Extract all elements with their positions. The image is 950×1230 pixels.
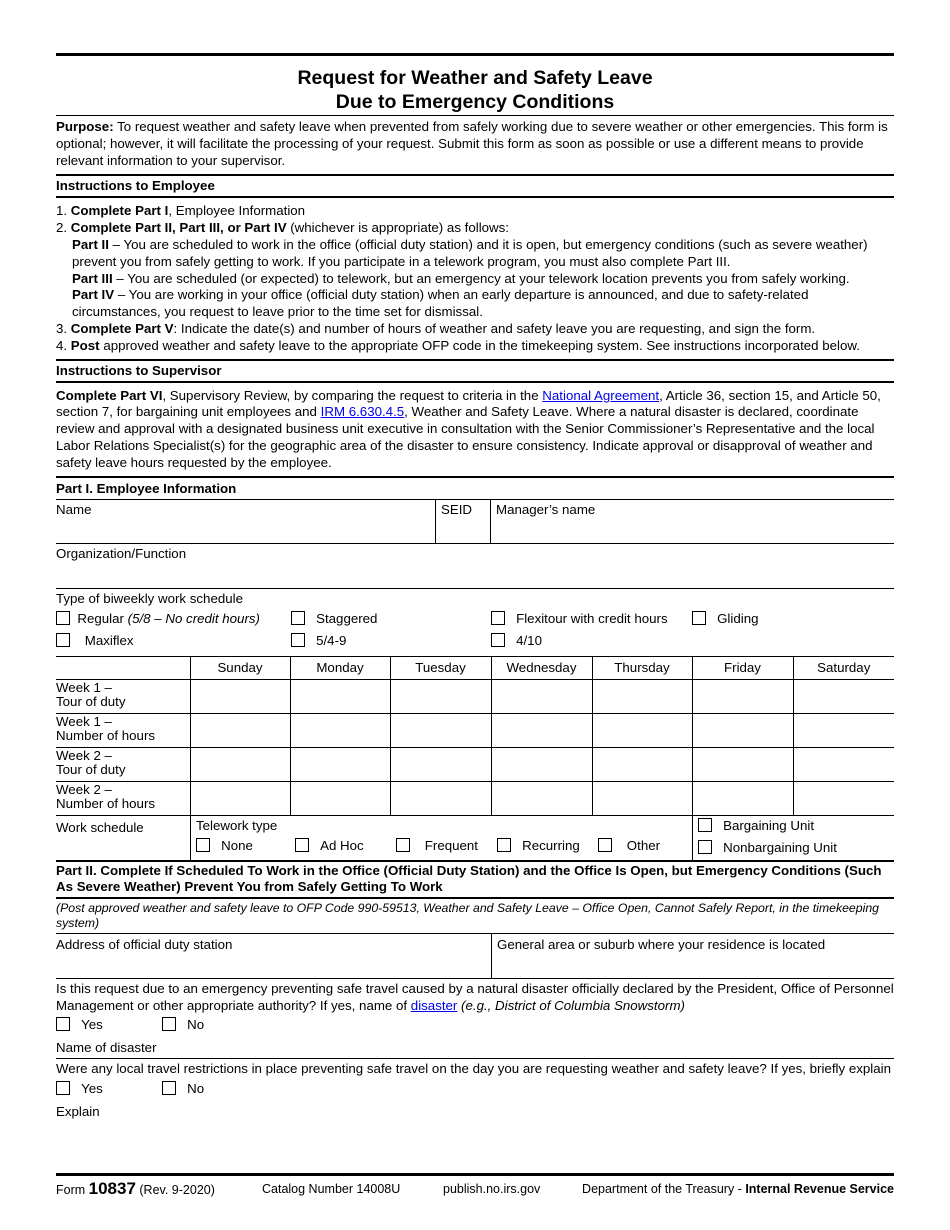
- item-4-text: approved weather and safety leave to the appropriate OFP code in the timekeeping system. See instructions incorporated below.: [99, 337, 860, 353]
- item-number: 4.: [56, 337, 71, 353]
- gliding-label: Gliding: [717, 610, 759, 626]
- travel-yes-checkbox[interactable]: [56, 1081, 70, 1095]
- part-2-bold: Part II: [72, 236, 109, 252]
- four-ten-option[interactable]: [491, 633, 542, 648]
- table-cell[interactable]: [592, 781, 692, 815]
- part-4-text: – You are working in your office (official duty station) when an early departure is announced, and due to safety-related circumstances, you request to leave prior to the time set for dismissal.: [72, 287, 809, 320]
- form-footer: [56, 1173, 894, 1202]
- part-2-text: – You are scheduled to work in the office (official duty station) and it is open, but emergency conditions (such as severe weather) prevent you from safely getting to work. If you participate in a telework program, you must also complete Part III.: [72, 236, 868, 269]
- maxiflex-option[interactable]: [56, 633, 134, 648]
- flexitour-label: Flexitour with credit hours: [516, 610, 668, 626]
- organization-label: Organization/Function: [56, 545, 187, 561]
- schedule-type-section: [56, 589, 894, 656]
- day-header: Tuesday: [390, 656, 491, 679]
- part-3-text: – You are scheduled (or expected) to telework, but an emergency at your telework location prevents you from safely working.: [112, 270, 850, 286]
- part-3-description: [56, 271, 894, 288]
- table-cell[interactable]: [491, 679, 592, 713]
- table-cell[interactable]: [290, 781, 390, 815]
- disaster-no-checkbox[interactable]: [162, 1017, 176, 1031]
- address-field[interactable]: [56, 934, 492, 978]
- nonbargaining-unit-checkbox[interactable]: [698, 840, 712, 854]
- four-ten-checkbox[interactable]: [491, 633, 505, 647]
- nonbargaining-unit-option[interactable]: [698, 840, 837, 855]
- travel-no-option[interactable]: [162, 1081, 204, 1096]
- part-4-bold: Part IV: [72, 287, 115, 303]
- table-cell[interactable]: [491, 713, 592, 747]
- seid-label: SEID: [441, 501, 473, 517]
- regular-label: Regular: [77, 610, 128, 626]
- schedule-table: [56, 656, 894, 816]
- five-four-nine-option[interactable]: [291, 633, 346, 648]
- catalog-number: Catalog Number 14008U: [262, 1182, 401, 1196]
- table-row: [56, 781, 894, 815]
- gliding-option[interactable]: [692, 611, 758, 626]
- yes-label: Yes: [81, 1081, 103, 1097]
- purpose-label: Purpose:: [56, 119, 114, 134]
- part-2-heading: Part II. Complete If Scheduled To Work in the Office (Official Duty Station) and the Office Is Open, but Emergency Conditions (Such As Severe Weather) Prevent You from Safely Getting To Work: [56, 862, 882, 895]
- table-cell[interactable]: [290, 747, 390, 781]
- telework-frequent-option[interactable]: [396, 838, 478, 853]
- regular-option[interactable]: [56, 611, 260, 626]
- department: [582, 1182, 894, 1196]
- form-id: [56, 1179, 215, 1199]
- staggered-option[interactable]: [291, 611, 377, 626]
- item-number: 1.: [56, 203, 71, 219]
- regular-note: (5/8 – No credit hours): [127, 610, 260, 626]
- disaster-yes-checkbox[interactable]: [56, 1017, 70, 1031]
- telework-other-option[interactable]: [598, 838, 660, 853]
- no-label: No: [187, 1081, 205, 1097]
- explain-field[interactable]: [56, 1100, 894, 1124]
- flexitour-option[interactable]: [491, 611, 668, 626]
- purpose-text: To request weather and safety leave when prevented from safely working due to severe weather or other emergencies. This form is optional; however, it will facilitate the processing of your request. Submit this form as soon as possible or use a different means to provide relevant information to your supervisor.: [56, 119, 888, 168]
- department-text: Department of the Treasury -: [582, 1182, 746, 1196]
- item-3-bold: Complete Part V: [70, 320, 174, 336]
- disaster-no-option[interactable]: [162, 1017, 204, 1032]
- part-1-heading: Part I. Employee Information: [56, 480, 237, 496]
- disaster-question-text: Is this request due to an emergency preventing safe travel caused by a natural disaster officially declared by the President, Office of Personnel Management or other appropriate authority? If yes, name of: [56, 980, 894, 1013]
- name-field[interactable]: [56, 500, 436, 543]
- table-cell[interactable]: [390, 781, 491, 815]
- supervisor-bold: Complete Part VI: [56, 387, 163, 403]
- residence-field[interactable]: [492, 934, 894, 978]
- supervisor-text-2: , Article 36, section 15, and Article 50, section 7, for bargaining unit employees and: [56, 387, 881, 420]
- title-line-2: Due to Emergency Conditions: [335, 91, 615, 113]
- address-label: Address of official duty station: [56, 936, 233, 952]
- table-cell[interactable]: [190, 679, 290, 713]
- disaster-link[interactable]: disaster: [410, 997, 458, 1013]
- seid-field[interactable]: [436, 500, 491, 543]
- table-cell[interactable]: [190, 781, 290, 815]
- table-cell[interactable]: [692, 713, 793, 747]
- form-number: 10837: [88, 1179, 136, 1198]
- telework-other-label: Other: [626, 837, 661, 853]
- telework-none-checkbox[interactable]: [196, 838, 210, 852]
- item-4-bold: Post: [70, 337, 100, 353]
- table-cell[interactable]: [793, 781, 894, 815]
- telework-none-option[interactable]: [196, 838, 253, 853]
- table-cell[interactable]: [390, 679, 491, 713]
- table-cell[interactable]: [793, 679, 894, 713]
- day-header: Thursday: [592, 656, 692, 679]
- employee-instructions: [56, 198, 894, 358]
- supervisor-text-1: , Supervisory Review, by comparing the request to criteria in the: [162, 387, 543, 403]
- telework-none-label: None: [221, 837, 253, 853]
- item-number: 3.: [56, 320, 71, 336]
- supervisor-instructions-heading: Instructions to Supervisor: [56, 362, 222, 378]
- disaster-name-label: Name of disaster: [56, 1040, 157, 1056]
- item-2-text: (whichever is appropriate) as follows:: [286, 220, 510, 236]
- item-number: 2.: [56, 220, 71, 236]
- bargaining-unit-option[interactable]: [698, 818, 814, 833]
- row-label: Week 1 – Number of hours: [56, 713, 190, 747]
- item-1-text: , Employee Information: [168, 203, 306, 219]
- table-cell[interactable]: [793, 713, 894, 747]
- table-cell[interactable]: [190, 747, 290, 781]
- table-cell[interactable]: [692, 679, 793, 713]
- row-label: Week 2 – Tour of duty: [56, 747, 190, 781]
- item-1-bold: Complete Part I: [70, 203, 169, 219]
- irm-link[interactable]: IRM 6.630.4.5: [320, 404, 405, 420]
- telework-adhoc-checkbox[interactable]: [295, 838, 309, 852]
- maxiflex-checkbox[interactable]: [56, 633, 70, 647]
- five-four-nine-checkbox[interactable]: [291, 633, 305, 647]
- four-ten-label: 4/10: [516, 632, 542, 648]
- nonbargaining-unit-label: Nonbargaining Unit: [723, 839, 837, 855]
- disaster-yes-no: [56, 1014, 894, 1036]
- disaster-yes-option[interactable]: [56, 1017, 103, 1032]
- table-row: [56, 713, 894, 747]
- residence-label: General area or suburb where your residence is located: [497, 936, 826, 952]
- supervisor-instructions: [56, 383, 894, 476]
- address-row: [56, 934, 894, 979]
- yes-label: Yes: [81, 1017, 103, 1033]
- travel-question: Were any local travel restrictions in place preventing safe travel on the day you are requesting weather and safety leave? If yes, briefly explain: [56, 1061, 891, 1077]
- national-agreement-link[interactable]: National Agreement: [542, 387, 660, 403]
- telework-adhoc-label: Ad Hoc: [320, 837, 364, 853]
- bargaining-unit-checkbox[interactable]: [698, 818, 712, 832]
- staggered-checkbox[interactable]: [291, 611, 305, 625]
- telework-recurring-checkbox[interactable]: [497, 838, 511, 852]
- disaster-question: [56, 979, 894, 1015]
- bargaining-unit-label: Bargaining Unit: [723, 817, 815, 833]
- row-label: Week 1 – Tour of duty: [56, 679, 190, 713]
- publish-url: publish.no.irs.gov: [443, 1182, 541, 1196]
- staggered-label: Staggered: [316, 610, 378, 626]
- manager-name-field[interactable]: [491, 500, 894, 543]
- no-label: No: [187, 1017, 205, 1033]
- table-cell[interactable]: [390, 713, 491, 747]
- day-header: Friday: [692, 656, 793, 679]
- item-2-bold: Complete Part II, Part III, or Part IV: [70, 220, 287, 236]
- part-4-description: [56, 287, 894, 321]
- telework-frequent-checkbox[interactable]: [396, 838, 410, 852]
- telework-recurring-label: Recurring: [522, 837, 580, 853]
- telework-type-label: Telework type: [196, 817, 278, 833]
- form-title: [56, 56, 894, 115]
- disaster-example: (e.g., District of Columbia Snowstorm): [457, 997, 685, 1013]
- name-label: Name: [56, 501, 92, 517]
- day-header: Wednesday: [491, 656, 592, 679]
- item-3-text: : Indicate the date(s) and number of hours of weather and safety leave you are requesting, and sign the form.: [173, 320, 816, 336]
- day-header: Monday: [290, 656, 390, 679]
- organization-field[interactable]: [56, 544, 894, 589]
- table-row: [56, 679, 894, 713]
- table-cell[interactable]: [692, 747, 793, 781]
- employee-instructions-heading: Instructions to Employee: [56, 178, 215, 194]
- table-cell[interactable]: [592, 713, 692, 747]
- five-four-nine-label: 5/4-9: [316, 632, 347, 648]
- manager-name-label: Manager’s name: [496, 501, 596, 517]
- disaster-name-field[interactable]: [56, 1036, 894, 1059]
- form-word: Form: [56, 1183, 89, 1197]
- schedule-type-label: Type of biweekly work schedule: [56, 590, 243, 606]
- gliding-checkbox[interactable]: [692, 611, 706, 625]
- telework-other-checkbox[interactable]: [598, 838, 612, 852]
- regular-checkbox[interactable]: [56, 611, 70, 625]
- telework-recurring-option[interactable]: [497, 838, 580, 853]
- schedule-header-row: [56, 656, 894, 679]
- work-schedule-row: [56, 816, 894, 860]
- form-page: [56, 53, 894, 1124]
- form-revision: (Rev. 9-2020): [135, 1183, 215, 1197]
- title-line-1: Request for Weather and Safety Leave: [297, 67, 653, 89]
- travel-no-checkbox[interactable]: [162, 1081, 176, 1095]
- table-cell[interactable]: [491, 781, 592, 815]
- table-cell[interactable]: [592, 747, 692, 781]
- flexitour-checkbox[interactable]: [491, 611, 505, 625]
- supervisor-text-3: , Weather and Safety Leave. Where a natural disaster is declared, coordinate review and approval with a designated business unit executive in consultation with the Senior Commissioner’s Representative and the local Labor Relations Specialist(s) for the geographic area of the disaster to ensure consistency. Indicate approval or disapproval of weather and safety leave hours requested by the employee.: [56, 404, 875, 470]
- table-cell[interactable]: [390, 747, 491, 781]
- table-cell[interactable]: [290, 713, 390, 747]
- table-cell[interactable]: [190, 713, 290, 747]
- day-header: Saturday: [793, 656, 894, 679]
- row-label: Week 2 – Number of hours: [56, 781, 190, 815]
- telework-adhoc-option[interactable]: [295, 838, 364, 853]
- work-schedule-label: Work schedule: [56, 819, 144, 835]
- table-cell[interactable]: [592, 679, 692, 713]
- day-header: Sunday: [190, 656, 290, 679]
- maxiflex-label: Maxiflex: [84, 632, 134, 648]
- table-cell[interactable]: [692, 781, 793, 815]
- part-2-note: (Post approved weather and safety leave to OFP Code 990-59513, Weather and Safety Leave – Office Open, Cannot Safely Report, in the timekeeping system): [56, 901, 880, 930]
- purpose-paragraph: [56, 116, 894, 174]
- part-3-bold: Part III: [72, 270, 113, 286]
- name-row: [56, 500, 894, 544]
- table-cell[interactable]: [290, 679, 390, 713]
- table-cell[interactable]: [793, 747, 894, 781]
- travel-yes-no: [56, 1078, 894, 1100]
- irs-name: Internal Revenue Service: [745, 1182, 894, 1196]
- table-cell[interactable]: [491, 747, 592, 781]
- explain-label: Explain: [56, 1104, 100, 1120]
- telework-frequent-label: Frequent: [424, 837, 479, 853]
- corner-cell: [56, 656, 190, 679]
- table-row: [56, 747, 894, 781]
- part-2-description: [56, 237, 894, 271]
- travel-yes-option[interactable]: [56, 1081, 103, 1096]
